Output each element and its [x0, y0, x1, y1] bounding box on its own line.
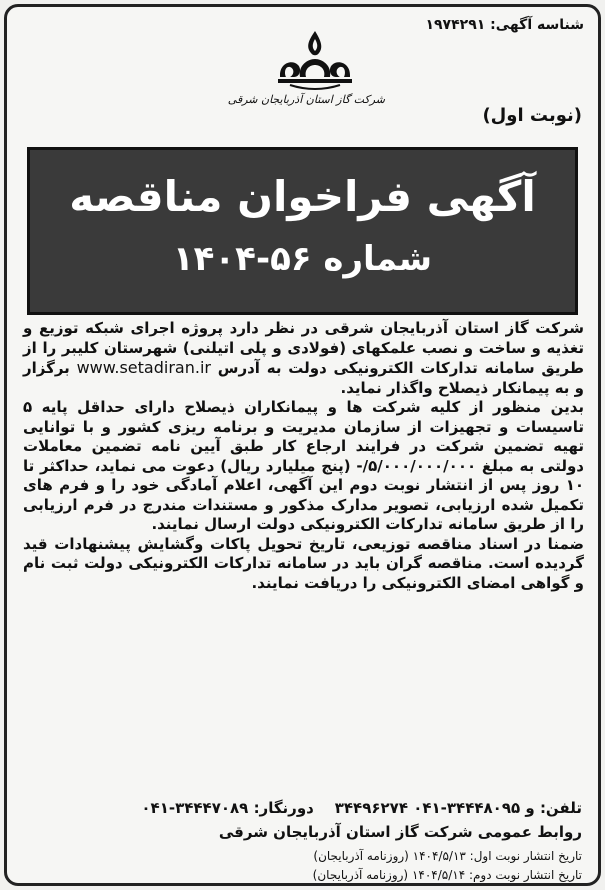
- publication-date-first: تاریخ انتشار نوبت اول: ۱۴۰۴/۵/۱۳ (روزنامه آذربایجان): [313, 849, 582, 863]
- title-banner: [27, 147, 578, 315]
- ad-id: شناسه آگهی: ۱۹۷۴۲۹۱: [425, 17, 584, 33]
- company-name: شرکت گاز استان آذربایجان شرقی: [227, 93, 385, 106]
- public-relations: روابط عمومی شرکت گاز استان آذربایجان شرقی: [218, 823, 582, 841]
- publication-date-second: تاریخ انتشار نوبت دوم: ۱۴۰۴/۵/۱۴ (روزنامه آذربایجان): [312, 868, 582, 882]
- phone-label: تلفن:: [539, 799, 582, 817]
- setadiran-url: www.setadiran.ir: [76, 358, 211, 377]
- intro-text: شرکت گاز استان آذربایجان شرقی در نظر دارد پروژه اجرای شبکه توزیع و تغذیه و ساخت و نصب علمکهای (فولادی و پلی اتیلنی) شهرستان کلیبر را از طریق سامانه تدارکات الکترونیکی دولت به آدرس: [23, 319, 584, 377]
- ad-body: [23, 319, 584, 593]
- tender-title: آگهی فراخوان مناقصه: [69, 172, 536, 221]
- contact-line: [21, 799, 582, 817]
- phone-numbers: ۳۴۴۹۶۲۷۴ و ۳۴۴۴۸۰۹۵-۰۴۱: [334, 799, 535, 817]
- intro-text-end: برگزار و به پیمانکار ذیصلاح واگذار نماید.: [23, 359, 584, 397]
- fax-number: ۰۴۱-۳۴۴۴۷۰۸۹: [141, 799, 249, 817]
- company-logo: [227, 29, 385, 106]
- ad-frame: [4, 4, 601, 886]
- paragraph-notes: ضمنا در اسناد مناقصه توزیعی، تاریخ تحویل پاکات وگشایش پیشنهادات قید گردیده است. مناقصه گران باید در سامانه تدارکات الکترونیکی دولت ثبت نام و گواهی امضای الکترونیکی را دریافت نمایند.: [23, 534, 584, 592]
- gas-company-flame-icon: [270, 29, 360, 91]
- paragraph-invitation: بدین منظور از کلیه شرکت ها و پیمانکاران ذیصلاح دارای حداقل پایه ۵ تاسیسات و تجهیزات از سازمان مدیریت و برنامه ریزی کشور و با توانایی تهیه تضمین شرکت در فرایند ارجاع کار طبق آیین نامه تضمین معاملات دولتی به مبلغ ۵/۰۰۰/۰۰۰/۰۰۰/- (پنج میلیارد ریال) دعوت می نماید، حداکثر تا ۱۰ روز پس از انتشار نوبت دوم این آگهی، اعلام آمادگی خود را و فرم های تکمیل شده ارزیابی، تصویر مدارک مذکور و مستندات مندرج در فرم ارزیابی را از طریق سامانه تدارکات الکترونیکی دولت ارسال نمایند.: [23, 398, 584, 533]
- tender-number: شماره ۵۶-۱۴۰۴: [172, 239, 433, 279]
- fax-label: دورنگار:: [253, 799, 314, 817]
- paragraph-intro: [23, 319, 584, 398]
- publication-round: (نوبت اول): [482, 105, 582, 126]
